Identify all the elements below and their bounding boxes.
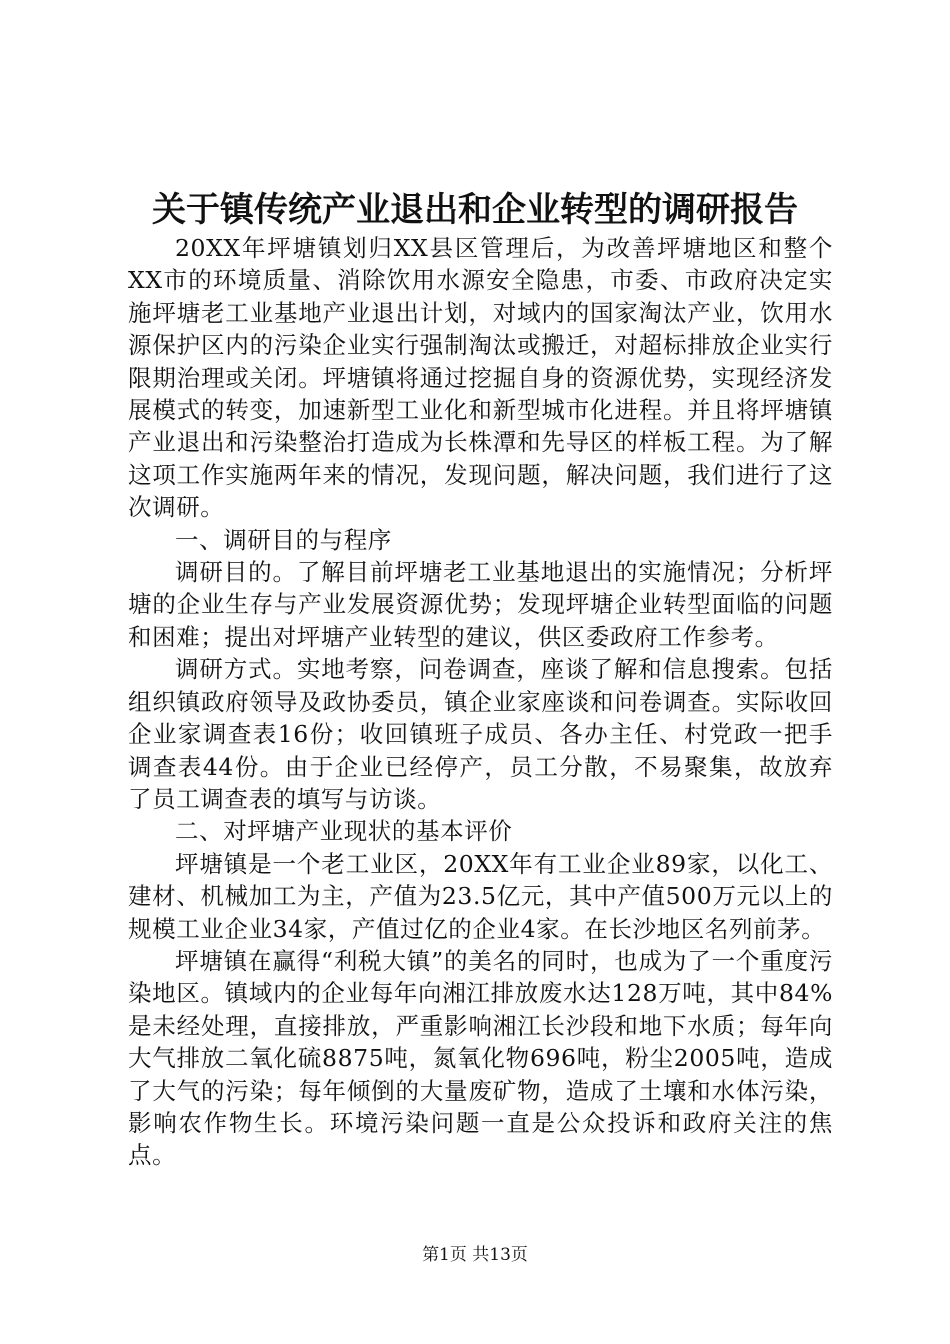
page-number: 第1页 共13页 — [422, 1245, 528, 1265]
paragraph-industry-status: 坪塘镇是一个老工业区，20XX年有工业企业89家，以化工、建材、机械加工为主，产值为23.5亿元，其中产值500万元以上的规模工业企业34家，产值过亿的企业4家。在长沙地区名列前茅。 — [128, 849, 833, 943]
paragraph-method: 调研方式。实地考察，问卷调查，座谈了解和信息搜索。包括组织镇政府领导及政协委员，镇企业家座谈和问卷调查。实际收回企业家调查表16份；收回镇班子成员、各办主任、村党政一把手调查表44份。由于企业已经停产，员工分散，不易聚集，故放弃了员工调查表的填写与访谈。 — [128, 655, 833, 813]
section-heading-purpose: 一、调研目的与程序 — [175, 525, 392, 554]
paragraph-pollution: 坪塘镇在赢得“利税大镇”的美名的同时，也成为了一个重度污染地区。镇域内的企业每年向湘江排放废水达128万吨，其中84%是未经处理，直接排放，严重影响湘江长沙段和地下水质；每年向大气排放二氧化硫8875吨，氮氧化物696吨，粉尘2005吨，造成了大气的污染；每年倾倒的大量废矿物，造成了土壤和水体污染，影响农作物生长。环境污染问题一直是公众投诉和政府关注的焦点。 — [128, 946, 833, 1170]
document-title: 关于镇传统产业退出和企业转型的调研报告 — [152, 190, 798, 230]
paragraph-intro: 20XX年坪塘镇划归XX县区管理后，为改善坪塘地区和整个XX市的环境质量、消除饮用水源安全隐患，市委、市政府决定实施坪塘老工业基地产业退出计划，对域内的国家淘汰产业，饮用水源保护区内的污染企业实行强制淘汰或搬迁，对超标排放企业实行限期治理或关闭。坪塘镇将通过挖掘自身的资源优势，实现经济发展模式的转变，加速新型工业化和新型城市化进程。并且将坪塘镇产业退出和污染整治打造成为长株潭和先导区的样板工程。为了解这项工作实施两年来的情况，发现问题，解决问题，我们进行了这次调研。 — [128, 234, 833, 522]
paragraph-purpose: 调研目的。了解目前坪塘老工业基地退出的实施情况；分析坪塘的企业生存与产业发展资源优势；发现坪塘企业转型面临的问题和困难；提出对坪塘产业转型的建议，供区委政府工作参考。 — [128, 558, 833, 651]
section-heading-evaluation: 二、对坪塘产业现状的基本评价 — [175, 817, 513, 846]
document-body — [128, 232, 833, 1172]
